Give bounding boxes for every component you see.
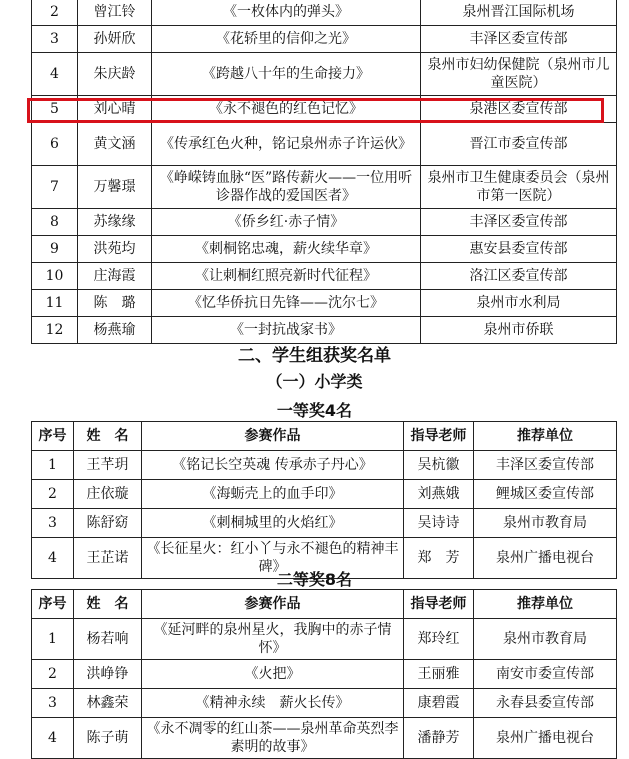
cell-teacher: 吴杭徽 xyxy=(404,451,474,480)
cell-name: 陈 璐 xyxy=(78,290,152,317)
cell-unit: 南安市委宣传部 xyxy=(474,660,617,689)
cell-unit: 惠安县委宣传部 xyxy=(421,236,617,263)
cell-unit: 泉州市侨联 xyxy=(421,317,617,344)
cell-teacher: 吴诗诗 xyxy=(404,509,474,538)
cell-no: 4 xyxy=(32,718,74,759)
cell-work: 《刺桐铭忠魂，薪火续华章》 xyxy=(152,236,421,263)
table-row xyxy=(32,509,617,538)
header-unit: 推荐单位 xyxy=(474,422,617,451)
cell-name: 苏缘缘 xyxy=(78,209,152,236)
cell-work: 《海蛎壳上的血手印》 xyxy=(142,480,404,509)
cell-no: 3 xyxy=(32,26,78,53)
cell-work: 《铭记长空英魂 传承赤子丹心》 xyxy=(142,451,404,480)
cell-no: 6 xyxy=(32,123,78,166)
cell-teacher: 郑 芳 xyxy=(404,538,474,579)
cell-unit: 丰泽区委宣传部 xyxy=(421,26,617,53)
section-title: 二、学生组获奖名单 xyxy=(238,346,391,366)
table-row xyxy=(32,480,617,509)
header-no: 序号 xyxy=(32,422,74,451)
cell-no: 11 xyxy=(32,290,78,317)
cell-name: 王芷诺 xyxy=(74,538,142,579)
cell-unit: 泉州市教育局 xyxy=(474,619,617,660)
cell-unit: 泉州市卫生健康委员会（泉州市第一医院） xyxy=(421,166,617,209)
cell-name: 孙妍欣 xyxy=(78,26,152,53)
table-row xyxy=(32,263,617,290)
table-row xyxy=(32,0,617,26)
cell-name: 王芊玥 xyxy=(74,451,142,480)
table-row xyxy=(32,317,617,344)
table-row xyxy=(32,619,617,660)
table-row xyxy=(32,123,617,166)
cell-name: 杨若响 xyxy=(74,619,142,660)
cell-work: 《永不褪色的红色记忆》 xyxy=(152,96,421,123)
cell-work: 《忆华侨抗日先锋——沈尔七》 xyxy=(152,290,421,317)
header-name: 姓 名 xyxy=(74,590,142,619)
cell-unit: 晋江市委宣传部 xyxy=(421,123,617,166)
cell-no: 2 xyxy=(32,0,78,26)
cell-no: 3 xyxy=(32,509,74,538)
cell-no: 9 xyxy=(32,236,78,263)
header-teacher: 指导老师 xyxy=(404,422,474,451)
cell-no: 5 xyxy=(32,96,78,123)
first-prize-table xyxy=(31,421,617,579)
cell-unit: 泉港区委宣传部 xyxy=(421,96,617,123)
table-row xyxy=(32,451,617,480)
cell-no: 10 xyxy=(32,263,78,290)
table-row xyxy=(32,290,617,317)
cell-no: 4 xyxy=(32,538,74,579)
subsection-title: （一）小学类 xyxy=(266,372,363,391)
cell-work: 《永不凋零的红山茶——泉州革命英烈李素明的故事》 xyxy=(142,718,404,759)
cell-name: 朱庆龄 xyxy=(78,53,152,96)
cell-unit: 永春县委宣传部 xyxy=(474,689,617,718)
cell-no: 8 xyxy=(32,209,78,236)
cell-name: 万馨璟 xyxy=(78,166,152,209)
cell-work: 《刺桐城里的火焰红》 xyxy=(142,509,404,538)
cell-name: 陈舒窈 xyxy=(74,509,142,538)
cell-work: 《精神永续 薪火长传》 xyxy=(142,689,404,718)
cell-teacher: 潘静芳 xyxy=(404,718,474,759)
cell-unit: 泉州市教育局 xyxy=(474,509,617,538)
cell-work: 《峥嵘铸血脉“医”路传薪火——一位用听诊器作战的爱国医者》 xyxy=(152,166,421,209)
header-unit: 推荐单位 xyxy=(474,590,617,619)
table-row xyxy=(32,26,617,53)
cell-work: 《长征星火：红小丫与永不褪色的精神丰碑》 xyxy=(142,538,404,579)
table-row xyxy=(32,718,617,759)
cell-unit: 泉州市水利局 xyxy=(421,290,617,317)
header-name: 姓 名 xyxy=(74,422,142,451)
header-no: 序号 xyxy=(32,590,74,619)
cell-work: 《一枚体内的弹头》 xyxy=(152,0,421,26)
second-prize-title: 二等奖8名 xyxy=(276,570,353,589)
cell-unit: 丰泽区委宣传部 xyxy=(421,209,617,236)
cell-unit: 洛江区委宣传部 xyxy=(421,263,617,290)
adult-winners-table xyxy=(31,0,617,344)
cell-name: 刘心晴 xyxy=(78,96,152,123)
cell-work: 《跨越八十年的生命接力》 xyxy=(152,53,421,96)
cell-name: 洪苑均 xyxy=(78,236,152,263)
cell-unit: 泉州广播电视台 xyxy=(474,538,617,579)
cell-no: 1 xyxy=(32,619,74,660)
cell-work: 《延河畔的泉州星火，我胸中的赤子情怀》 xyxy=(142,619,404,660)
cell-no: 2 xyxy=(32,660,74,689)
cell-name: 洪峥铮 xyxy=(74,660,142,689)
cell-name: 庄依璇 xyxy=(74,480,142,509)
table-row xyxy=(32,53,617,96)
cell-unit: 丰泽区委宣传部 xyxy=(474,451,617,480)
header-work: 参赛作品 xyxy=(142,422,404,451)
header-teacher: 指导老师 xyxy=(404,590,474,619)
cell-name: 林鑫荣 xyxy=(74,689,142,718)
cell-no: 7 xyxy=(32,166,78,209)
cell-no: 12 xyxy=(32,317,78,344)
cell-unit: 泉州广播电视台 xyxy=(474,718,617,759)
cell-no: 4 xyxy=(32,53,78,96)
table-row xyxy=(32,236,617,263)
table-row xyxy=(32,96,617,123)
first-prize-title: 一等奖4名 xyxy=(276,401,353,420)
cell-work: 《侨乡红·赤子情》 xyxy=(152,209,421,236)
table-row xyxy=(32,660,617,689)
second-prize-table xyxy=(31,589,617,759)
cell-work: 《火把》 xyxy=(142,660,404,689)
table-row xyxy=(32,689,617,718)
cell-teacher: 刘燕娥 xyxy=(404,480,474,509)
cell-work: 《传承红色火种，铭记泉州赤子许运伙》 xyxy=(152,123,421,166)
cell-teacher: 王丽雅 xyxy=(404,660,474,689)
cell-no: 3 xyxy=(32,689,74,718)
cell-no: 1 xyxy=(32,451,74,480)
cell-name: 杨燕瑜 xyxy=(78,317,152,344)
cell-name: 陈子萌 xyxy=(74,718,142,759)
cell-unit: 泉州晋江国际机场 xyxy=(421,0,617,26)
cell-teacher: 郑玲红 xyxy=(404,619,474,660)
cell-work: 《一封抗战家书》 xyxy=(152,317,421,344)
cell-name: 曾江铃 xyxy=(78,0,152,26)
cell-work: 《让刺桐红照亮新时代征程》 xyxy=(152,263,421,290)
table-row xyxy=(32,209,617,236)
table-row xyxy=(32,166,617,209)
cell-teacher: 康碧霞 xyxy=(404,689,474,718)
cell-no: 2 xyxy=(32,480,74,509)
header-work: 参赛作品 xyxy=(142,590,404,619)
cell-name: 黄文涵 xyxy=(78,123,152,166)
cell-work: 《花轿里的信仰之光》 xyxy=(152,26,421,53)
cell-unit: 鲤城区委宣传部 xyxy=(474,480,617,509)
cell-name: 庄海霞 xyxy=(78,263,152,290)
cell-unit: 泉州市妇幼保健院（泉州市儿童医院） xyxy=(421,53,617,96)
